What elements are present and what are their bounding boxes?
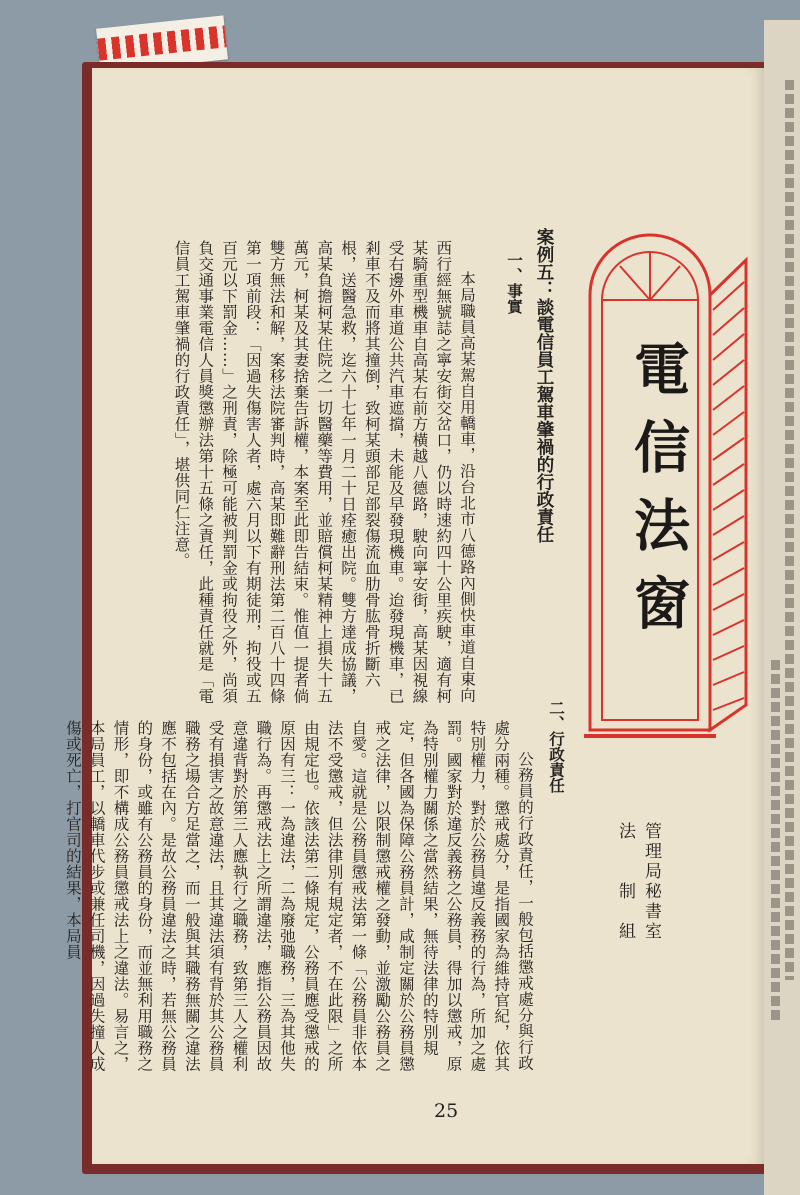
author-line-2: 法 制 組 [615,822,635,942]
section1-heading: 一、事實 [505,252,524,314]
next-page-edge [764,20,800,1195]
author-block [612,822,664,1062]
banner-title: 電信法窗 [625,340,691,652]
section2-heading: 二、行政責任 [547,700,566,793]
section2-paragraph: 公務員的行政責任，一般包括懲戒處分與行政處分兩種。懲戒處分，是指國家為維持官紀，依其特別權力，對於公務員違反義務的行為，所加之處罰。國家對於違反義務之公務員，得加以懲戒，原為特別權力關係之當然結果，無待法律的特別規定，但各國為保障公務員計，咸制定關於公務員懲戒之法律，以限制懲戒權之發動，並激勵公務員之自愛。這就是公務員懲戒法第一條「公務員非依本法不受懲戒，但法律別有規定者，不在此限」之所由規定也。依該法第二條規定，公務員應受懲戒的原因有三：一為違法，二為廢弛職務，三為其他失職行為。再懲戒法上之所謂違法，應指公務員因故意違背對於第三人應執行之職務，致第三人之權利受有損害之故意違法，且其違法須有背於其公務員職務之場合方足當之，而一般與其職務無關之違法應不包括在內。是故公務員違法之時，若無公務員的身份，或雖有公務員的身份，而並無利用職務之情形，即不構成公務員懲戒法上之違法。易言之，本局員工，以轎車代步或兼任司機，因過失撞人成傷或死亡，打官司的結果，本局員 [63,720,534,1072]
section2-body [63,720,536,1080]
case-title: 案例五：談電信員工駕車肇禍的行政責任 [534,228,554,543]
section1-paragraph: 本局職員高某駕自用轎車，沿台北市八德路內側快車道自東向西行經無號誌之寧安街交岔口，仍以時速約四十公里疾駛，適有柯某騎重型機車自高某右前方橫越八德路，駛向寧安街，高某因視線受右邊外車道公共汽車遮擋，未能及早發現機車。迨發現機車，已剎車不及而將其撞倒，致柯某頭部足部裂傷流血肋骨肱骨折斷六根，送醫急救，迄六十七年一月二十日痊癒出院。雙方達成協議，高某負擔柯某住院之一切醫藥等費用，並賠償柯某精神上損失十五萬元，柯某及其妻捨棄告訴權，本案至此即告結束。惟值一提者倘雙方無法和解，案移法院審判時，高某即難辭刑法第二百八十四條第一項前段：「因過失傷害人者，處六月以下有期徒刑，拘役或五百元以下罰金……」之刑責，除極可能被判罰金或拘役之外，尚須負交通事業電信人員獎懲辦法第十五條之責任，此種責任就是「電信員工駕車肇禍的行政責任」，堪供同仁注意。 [172,240,476,704]
page-number: 25 [434,1100,459,1122]
section1-body [138,240,478,710]
author-line-1: 管理局秘書室 [641,822,661,942]
